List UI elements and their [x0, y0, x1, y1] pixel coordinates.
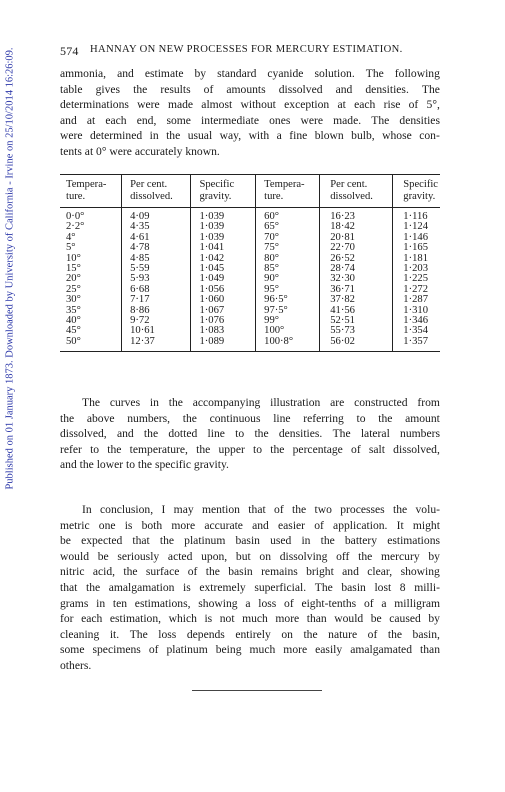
percent-cell: 52·51	[320, 316, 393, 326]
table-header-row	[60, 175, 440, 208]
percent-cell: 5·59	[122, 264, 191, 274]
gravity-cell: 1·354	[393, 326, 440, 336]
gravity-cell: 1·203	[393, 264, 440, 274]
table-row	[60, 326, 440, 336]
text-line: In conclusion, I may mention that of the two processes the volu-	[82, 503, 440, 516]
gravity-cell: 1·272	[393, 285, 440, 295]
gravity-cell: 1·146	[393, 233, 440, 243]
gravity-cell: 1·041	[191, 243, 256, 253]
percent-cell: 26·52	[320, 254, 393, 264]
percent-cell: 41·56	[320, 306, 393, 316]
header-temperature-2: Tempera- ture.	[256, 175, 320, 208]
text-line: refer to the temperature, the upper to the percentage of salt dissolved,	[60, 442, 440, 456]
table-row	[60, 233, 440, 243]
text-line: determinations were made almost without exception at each rise of 5°,	[60, 98, 440, 112]
running-title: HANNAY ON NEW PROCESSES FOR MERCURY ESTIMATION.	[90, 44, 403, 55]
temperature-cell: 85°	[256, 264, 320, 274]
conclusion-paragraph	[60, 502, 440, 674]
gravity-cell: 1·225	[393, 274, 440, 284]
table-row	[60, 285, 440, 295]
solubility-table	[60, 174, 440, 352]
text-line: and at each end, some intermediate ones were made. The densities	[60, 113, 440, 127]
gravity-cell: 1·181	[393, 254, 440, 264]
percent-cell: 55·73	[320, 326, 393, 336]
percent-cell: 10·61	[122, 326, 191, 336]
temperature-cell: 5°	[66, 242, 76, 254]
percent-cell: 16·23	[320, 208, 393, 223]
gravity-cell: 1·045	[191, 264, 256, 274]
text-line: ammonia, and estimate by standard cyanide solution. The following	[60, 67, 440, 80]
text-line: grams in ten estimations, showing a loss of eight-tenths of a milligram	[60, 596, 440, 610]
percent-cell: 4·61	[122, 233, 191, 243]
percent-cell: 7·17	[122, 295, 191, 305]
percent-cell: 4·09	[122, 208, 191, 223]
temperature-cell: 96·5°	[256, 295, 320, 305]
temperature-cell: 30°	[66, 294, 81, 306]
temperature-cell: 40°	[66, 315, 81, 327]
temperature-cell: 20°	[66, 273, 81, 285]
text-line: The curves in the accompanying illustration are constructed from	[82, 396, 440, 409]
percent-cell: 8·86	[122, 306, 191, 316]
gravity-cell: 1·039	[191, 208, 256, 223]
temperature-cell: 97·5°	[256, 306, 320, 316]
table-row	[60, 295, 440, 305]
watermark-text: Published on 01 January 1873. Downloaded by University of California - Irvine on 25/10/2014 16:26:09.	[4, 46, 16, 490]
temperature-cell: 80°	[256, 254, 320, 264]
gravity-cell: 1·067	[191, 306, 256, 316]
table-row	[60, 254, 440, 264]
table-row	[60, 208, 440, 223]
temperature-cell: 0·0°	[66, 211, 85, 222]
gravity-cell: 1·089	[191, 337, 256, 352]
percent-cell: 36·71	[320, 285, 393, 295]
text-line: table gives the results of amounts dissolved and densities. The	[60, 82, 440, 96]
text-line: the above numbers, the continuous line referring to the amount	[60, 411, 440, 425]
table-row	[60, 274, 440, 284]
temperature-cell: 99°	[256, 316, 320, 326]
temperature-cell: 2·2°	[66, 221, 85, 233]
header-percent-1: Per cent. dissolved.	[122, 175, 191, 208]
gravity-cell: 1·357	[393, 337, 440, 352]
text-line: would be seriously acted upon, but on dissolving off the mercury by	[60, 549, 440, 563]
text-line: some specimens of platinum being much more easily amalgamated than	[60, 643, 440, 657]
text-line: nitric acid, the surface of the basin remains bright and clear, showing	[60, 565, 440, 579]
header-temperature-1: Tempera- ture.	[60, 175, 122, 208]
text-line: others.	[60, 658, 92, 672]
gravity-cell: 1·049	[191, 274, 256, 284]
temperature-cell: 50°	[66, 335, 81, 347]
table-row	[60, 337, 440, 352]
percent-cell: 5·93	[122, 274, 191, 284]
percent-cell: 9·72	[122, 316, 191, 326]
text-line: metric one is both more accurate and easier of application. It might	[60, 518, 440, 532]
temperature-cell: 70°	[256, 233, 320, 243]
gravity-cell: 1·076	[191, 316, 256, 326]
end-rule	[192, 690, 322, 691]
temperature-cell: 95°	[256, 285, 320, 295]
temperature-cell: 4°	[66, 231, 76, 243]
percent-cell: 4·85	[122, 254, 191, 264]
download-watermark	[2, 18, 18, 518]
temperature-cell: 100·8°	[256, 337, 320, 352]
temperature-cell: 45°	[66, 325, 81, 337]
temperature-cell: 35°	[66, 304, 81, 316]
text-line: be expected that the platinum basin used in the battery estimations	[60, 534, 440, 548]
table-row	[60, 264, 440, 274]
percent-cell: 6·68	[122, 285, 191, 295]
temperature-cell: 25°	[66, 283, 81, 295]
percent-cell: 28·74	[320, 264, 393, 274]
text-line: and the lower to the specific gravity.	[60, 458, 229, 472]
percent-cell: 12·37	[122, 337, 191, 352]
intro-paragraph	[60, 66, 440, 160]
temperature-cell: 15°	[66, 263, 81, 275]
gravity-cell: 1·287	[393, 295, 440, 305]
header-percent-2: Per cent. dissolved.	[320, 175, 393, 208]
temperature-cell: 100°	[256, 326, 320, 336]
percent-cell: 37·82	[320, 295, 393, 305]
gravity-cell: 1·060	[191, 295, 256, 305]
curves-paragraph	[60, 395, 440, 473]
table-row	[60, 306, 440, 316]
text-line: for each estimation, which is not much more than would be caused by	[60, 612, 440, 626]
temperature-cell: 75°	[256, 243, 320, 253]
gravity-cell: 1·346	[393, 316, 440, 326]
percent-cell: 22·70	[320, 243, 393, 253]
temperature-cell: 65°	[256, 222, 320, 232]
percent-cell: 18·42	[320, 222, 393, 232]
table-row	[60, 222, 440, 232]
percent-cell: 4·78	[122, 243, 191, 253]
gravity-cell: 1·039	[191, 222, 256, 232]
gravity-cell: 1·165	[393, 243, 440, 253]
text-line: dissolved, and the dotted line to the densities. The lateral numbers	[60, 427, 440, 441]
gravity-cell: 1·039	[191, 233, 256, 243]
percent-cell: 56·02	[320, 337, 393, 352]
gravity-cell: 1·124	[393, 222, 440, 232]
text-line: tents at 0° were accurately known.	[60, 144, 220, 158]
percent-cell: 32·30	[320, 274, 393, 284]
gravity-cell: 1·310	[393, 306, 440, 316]
temperature-cell: 90°	[256, 274, 320, 284]
percent-cell: 20·81	[320, 233, 393, 243]
table-row	[60, 243, 440, 253]
page-number: 574	[60, 44, 79, 58]
text-line: were determined in the usual way, with a fine blown bulb, whose con-	[60, 129, 440, 143]
percent-cell: 4·35	[122, 222, 191, 232]
gravity-cell: 1·116	[393, 208, 440, 223]
running-header	[60, 44, 460, 60]
header-gravity-2: Specific gravity.	[393, 175, 440, 208]
gravity-cell: 1·083	[191, 326, 256, 336]
gravity-cell: 1·042	[191, 254, 256, 264]
temperature-cell: 10°	[66, 252, 81, 264]
text-line: that the amalgamation is extremely superficial. The basin lost 8 milli-	[60, 580, 440, 594]
text-line: cleaning it. The loss depends entirely on the nature of the basin,	[60, 627, 440, 641]
table-row	[60, 316, 440, 326]
temperature-cell: 60°	[256, 208, 320, 223]
header-gravity-1: Specific gravity.	[191, 175, 256, 208]
gravity-cell: 1·056	[191, 285, 256, 295]
